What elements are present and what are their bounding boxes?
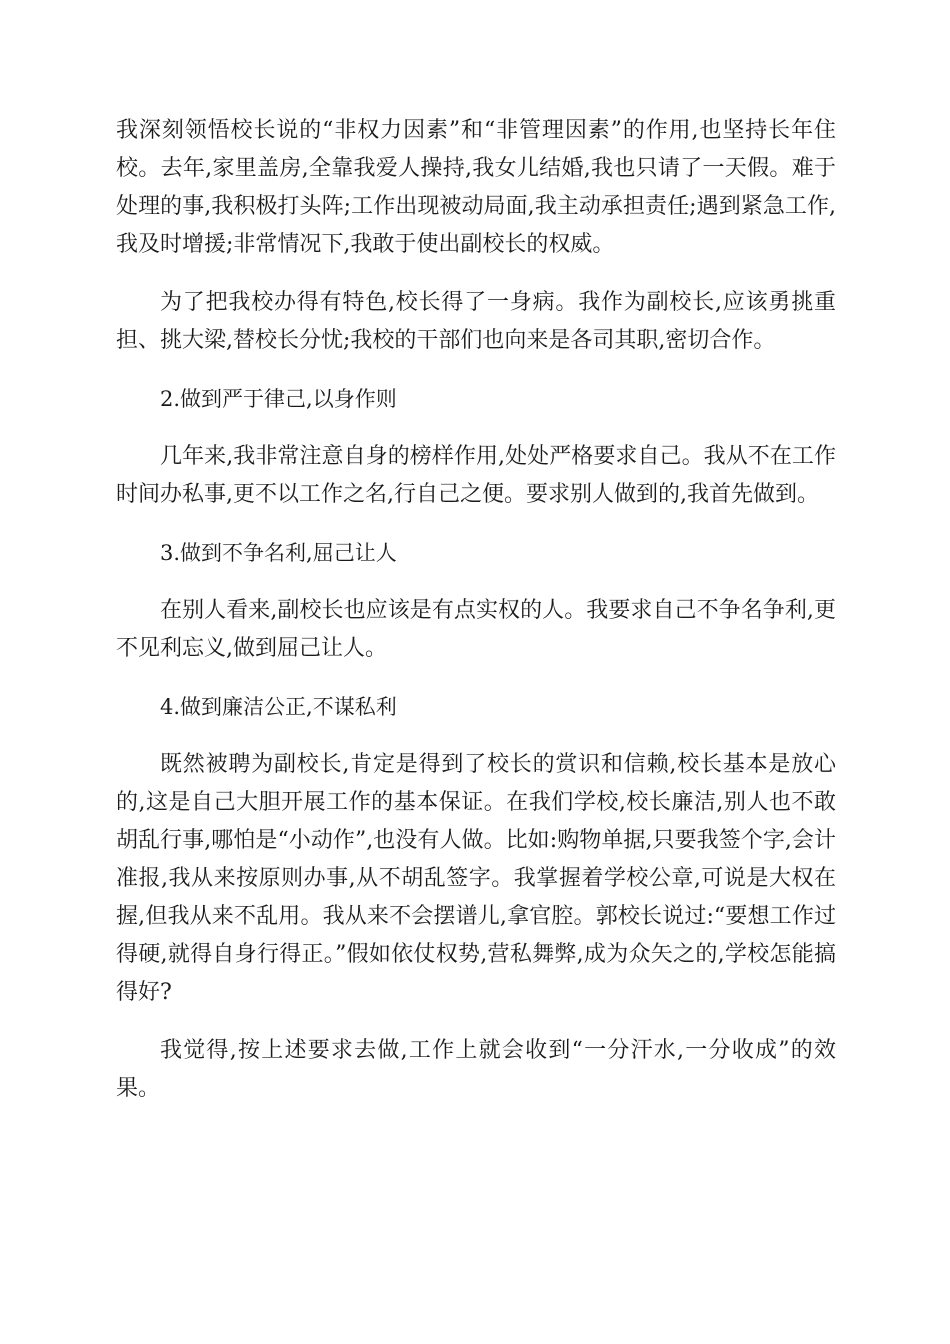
paragraph-integrity: 既然被聘为副校长,肯定是得到了校长的赏识和信赖,校长基本是放心的,这是自己大胆开展工作的基本保证。在我们学校,校长廉洁,别人也不敢胡乱行事,哪怕是“小动作”,也没有人做。比如:购物单据,只要我签个字,会计准报,我从来按原则办事,从不胡乱签字。我掌握着学校公章,可说是大权在握,但我从来不乱用。我从来不会摆谱儿,拿官腔。郭校长说过:“要想工作过得硬,就得自身行得正。”假如依仗权势,营私舞弊,成为众矢之的,学校怎能搞得好? [116,752,836,1005]
paragraph-role-model: 几年来,我非常注意自身的榜样作用,处处严格要求自己。我从不在工作时间办私事,更不以工作之名,行自己之便。要求别人做到的,我首先做到。 [116,444,836,507]
section-heading-2: 2.做到严于律己,以身作则 [160,387,397,411]
paragraph-continued: 我深刻领悟校长说的“非权力因素”和“非管理因素”的作用,也坚持长年住校。去年,家里盖房,全靠我爱人操持,我女儿结婚,我也只请了一天假。难于处理的事,我积极打头阵;工作出现被动局面,我主动承担责任;遇到紧急工作,我及时增援;非常情况下,我敢于使出副校长的权威。 [116,118,836,257]
paragraph-conclusion: 我觉得,按上述要求去做,工作上就会收到“一分汗水,一分收成”的效果。 [116,1038,836,1101]
document-body [116,112,836,1128]
paragraph-principal-health: 为了把我校办得有特色,校长得了一身病。我作为副校长,应该勇挑重担、挑大梁,替校长分忧;我校的干部们也向来是各司其职,密切合作。 [116,290,836,353]
paragraph-no-fame: 在别人看来,副校长也应该是有点实权的人。我要求自己不争名争利,更不见利忘义,做到屈己让人。 [116,598,836,661]
section-heading-3: 3.做到不争名利,屈己让人 [160,541,397,565]
section-heading-4: 4.做到廉洁公正,不谋私利 [160,695,397,719]
